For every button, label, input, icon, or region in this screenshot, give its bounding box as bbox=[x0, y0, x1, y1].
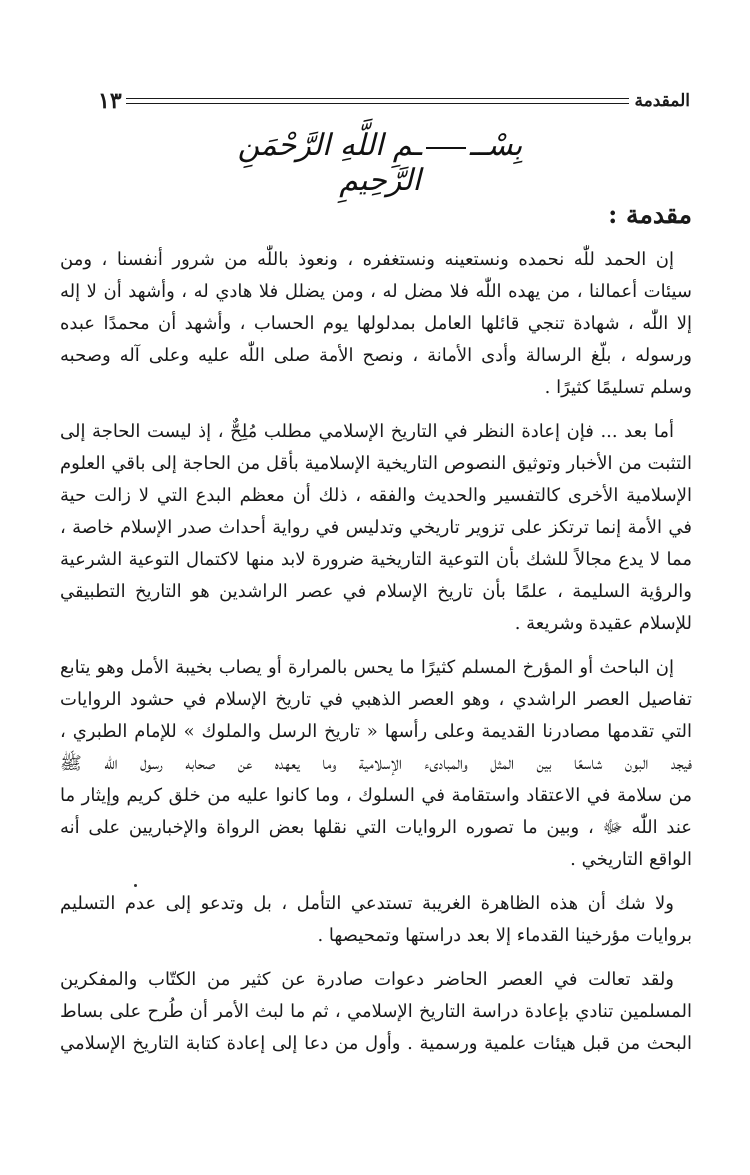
text-line: الواقع التاريخي . bbox=[570, 849, 692, 870]
paragraph-gap bbox=[60, 640, 692, 652]
text-line: ولقد تعالت في العصر الحاضر دعوات صادرة عن كثير من الكتّاب والمفكرين bbox=[60, 969, 674, 990]
text-line: للإسلام عقيدة وشريعة . bbox=[514, 613, 692, 634]
section-heading: مقدمة : bbox=[608, 200, 692, 229]
basmala-part-1: بِسْــ bbox=[469, 128, 523, 163]
paragraph-gap bbox=[60, 876, 692, 888]
print-speck bbox=[134, 884, 137, 887]
text-line: إن الحمد للّٰه نحمده ونستعينه ونستغفره ، ونعوذ باللّٰه من شرور أنفسنا ، ومن bbox=[60, 249, 674, 270]
text-line: عند اللّٰه ﷻ ، وبين ما تصوره الروايات التي نقلها بعض الرواة والإخباريين على أنه bbox=[60, 817, 692, 838]
text-line: ولا شك أن هذه الظاهرة الغريبة تستدعي التأمل ، بل وتدعو إلى عدم التسليم bbox=[60, 893, 674, 914]
running-title: المقدمة bbox=[634, 91, 690, 111]
page-number: ١٣ bbox=[98, 88, 122, 114]
text-line: البحث من قبل هيئات علمية ورسمية . وأول من دعا إلى إعادة كتابة التاريخ الإسلامي bbox=[60, 1033, 692, 1054]
text-line: ورسوله ، بلّغ الرسالة وأدى الأمانة ، ونصح الأمة صلى اللّٰه عليه وعلى آله وصحبه bbox=[60, 345, 692, 366]
text-line: التثبت من الأخبار وتوثيق النصوص التاريخية الإسلامية بأقل من الحاجة إلى باقي العلوم bbox=[60, 453, 692, 474]
text-line: والرؤية السليمة ، علمًا بأن تاريخ الإسلام في عصر الراشدين هو التاريخ التطبيقي bbox=[60, 581, 692, 602]
text-line: مما لا يدع مجالاً للشك بأن التوعية التاريخية ضرورة لابد منها لاكتمال التوعية الشرعية bbox=[60, 549, 692, 570]
text-line: في الأمة إنما ترتكز على تزوير تاريخي وتدليس في رواية أحداث صدر الإسلام خاصة ، bbox=[60, 517, 692, 538]
text-line: بروايات مؤرخينا القدماء إلا بعد دراستها وتمحيصها . bbox=[317, 925, 692, 946]
text-line: المسلمين تنادي بإعادة دراسة التاريخ الإسلامي ، ثم ما لبث الأمر أن طُرح على بساط bbox=[60, 1001, 692, 1022]
text-line: وسلم تسليمًا كثيرًا . bbox=[544, 377, 692, 398]
body-text bbox=[60, 244, 692, 1060]
text-line: سيئات أعمالنا ، من يهده اللّٰه فلا مضل له ، ومن يضلل فلا هادي له ، وأشهد أن لا إله bbox=[60, 281, 692, 302]
text-line: التي تقدمها مصادرنا القديمة وعلى رأسها « تاريخ الرسل والملوك » للإمام الطبري ، bbox=[60, 721, 692, 742]
basmala-kashida bbox=[426, 147, 466, 149]
text-line: إن الباحث أو المؤرخ المسلم كثيرًا ما يحس بالمرارة أو يصاب بخيبة الأمل وهو يتابع bbox=[60, 657, 674, 678]
basmala-part-2: ـمِ اللَّهِ الرَّحْمَنِ الرَّحِيمِ bbox=[237, 128, 422, 198]
text-line: من سلامة في الاعتقاد واستقامة في السلوك ، وما كانوا عليه من خلق كريم وإيثار ما bbox=[60, 785, 692, 806]
header-rule bbox=[126, 98, 629, 104]
paragraph-gap bbox=[60, 404, 692, 416]
text-line: إلا اللّٰه ، شهادة تنجي قائلها العامل بمدلولها يوم الحساب ، وأشهد أن محمدًا عبده bbox=[60, 313, 692, 334]
text-line: فيجد البون شاسعًا بين المثل والمبادىء الإسلامية وما يعهده عن صحابه رسول اللّٰه ﷺ bbox=[60, 753, 692, 774]
text-line: الإسلامية الأخرى كالتفسير والحديث والفقه ، ذلك أن معظم البدع التي لا زالت حية bbox=[60, 485, 692, 506]
paragraph-gap bbox=[60, 952, 692, 964]
text-line: أما بعد ... فإن إعادة النظر في التاريخ الإسلامي مطلب مُلِحٌّ ، إذ ليست الحاجة إلى bbox=[60, 421, 674, 442]
text-line: تفاصيل العصر الراشدي ، وهو العصر الذهبي في تاريخ الإسلام في حشود الروايات bbox=[60, 689, 692, 710]
basmala bbox=[200, 128, 560, 198]
running-header bbox=[98, 88, 690, 114]
